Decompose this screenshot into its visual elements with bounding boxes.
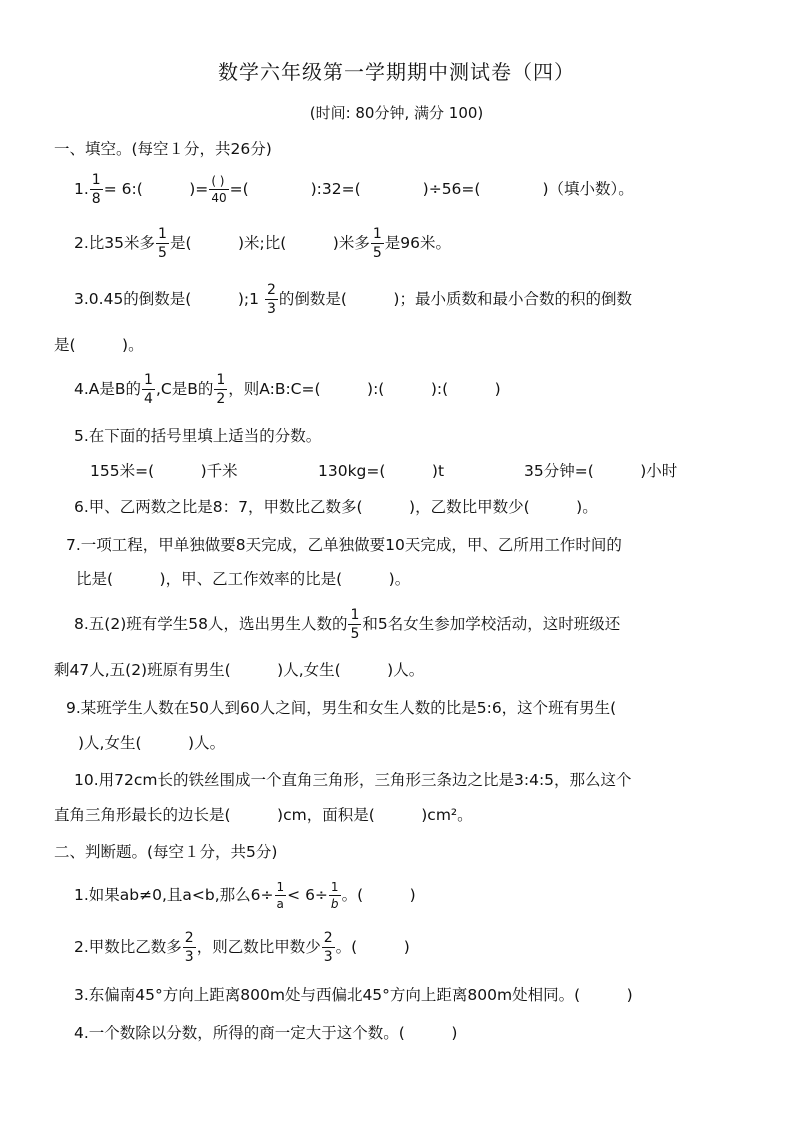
- denominator: 8: [91, 190, 101, 207]
- question-text: 比是( )，甲、乙工作效率的比是( )。: [76, 570, 411, 588]
- denominator: 5: [372, 244, 382, 261]
- numerator: 2: [184, 929, 194, 946]
- question-text: =( ):32=( )÷56=( )（填小数）。: [229, 180, 634, 198]
- fraction-bar: [209, 189, 228, 190]
- question-text: 是96米。: [384, 234, 452, 252]
- question-2-1: [74, 880, 416, 910]
- question-text: < 6÷: [287, 886, 328, 904]
- numerator: 1: [216, 371, 226, 388]
- fraction: [371, 227, 384, 260]
- numerator: ( ): [211, 173, 225, 188]
- question-text: ，则A:B:C=( ):( ):( ): [228, 380, 501, 398]
- question-text: 4.一个数除以分数，所得的商一定大于这个数。( ): [74, 1024, 458, 1042]
- question-1-9: [66, 693, 616, 723]
- numerator: 1: [350, 606, 360, 623]
- blank-item: 155米=( )千米: [90, 462, 238, 480]
- question-1-3-cont: [54, 330, 144, 360]
- fraction-bar: [183, 947, 196, 948]
- fraction: [265, 283, 278, 316]
- question-text: 是( )米;比( )米多: [169, 234, 370, 252]
- question-text: 8.五(2)班有学生58人，选出男生人数的: [74, 615, 348, 633]
- question-text: 和5名女生参加学校活动，这时班级还: [362, 615, 621, 633]
- question-text: 10.用72cm长的铁丝围成一个直角三角形，三角形三条边之比是3:4:5，那么这个: [74, 771, 632, 789]
- question-1-6: [74, 492, 598, 522]
- question-1-7-cont: [76, 564, 410, 594]
- question-text: 是( )。: [54, 336, 144, 354]
- fraction-bar: [214, 389, 227, 390]
- question-text: 6.甲、乙两数之比是8：7，甲数比乙数多( )，乙数比甲数少( )。: [74, 498, 598, 516]
- question-text: 4.A是B的: [74, 380, 142, 398]
- numerator: 2: [266, 281, 276, 298]
- page-title: 数学六年级第一学期期中测试卷（四）: [218, 60, 575, 84]
- question-text: ，则乙数比甲数少: [196, 938, 321, 956]
- question-2-2: [74, 929, 410, 965]
- question-1-10: [74, 765, 632, 795]
- fraction: [329, 881, 341, 910]
- blank-item: 35分钟=( )小时: [524, 462, 678, 480]
- question-text: 3.0.45的倒数是( );: [74, 290, 250, 308]
- question-text: 7.一项工程，甲单独做要8天完成，乙单独做要10天完成，甲、乙所用工作时间的: [66, 536, 622, 554]
- question-text: 1.如果ab≠0,且a<b,那么6÷: [74, 886, 274, 904]
- fraction: [275, 881, 287, 910]
- fraction-bar: [265, 299, 278, 300]
- denominator: 5: [350, 625, 360, 642]
- section2-header: [54, 837, 277, 867]
- section-header-text: 一、填空。(每空１分，共26分): [54, 140, 272, 158]
- denominator: b: [330, 896, 339, 911]
- fraction-bar: [90, 189, 103, 190]
- numerator: 1: [144, 371, 153, 388]
- fraction: [142, 373, 155, 406]
- fraction: [348, 608, 361, 641]
- blank-item: 130kg=( )t: [318, 462, 445, 480]
- question-text: ,C是B的: [155, 380, 214, 398]
- fraction: [209, 175, 228, 204]
- fraction-bar: [322, 947, 335, 948]
- question-1-8: [74, 606, 621, 642]
- question-text: 2.比35米多: [74, 234, 156, 252]
- question-number: 1.: [74, 180, 89, 198]
- question-text: 9.某班学生人数在50人到60人之间，男生和女生人数的比是5:6，这个班有男生(: [66, 699, 617, 717]
- fraction-bar: [142, 389, 155, 390]
- numerator: 1: [91, 171, 101, 188]
- fraction-bar: [371, 243, 384, 244]
- question-text: )人,女生( )人。: [78, 734, 226, 752]
- question-text: 。( ): [335, 938, 410, 956]
- denominator: 3: [266, 300, 276, 317]
- fraction: [156, 227, 169, 260]
- fraction-bar: [275, 895, 287, 896]
- fraction: [214, 373, 227, 406]
- section1-header: [54, 134, 272, 164]
- question-1-2: [74, 225, 452, 261]
- question-1-4: [74, 371, 501, 407]
- fraction-bar: [156, 243, 169, 244]
- fraction-bar: [329, 895, 341, 896]
- whole-part: 1: [249, 289, 259, 308]
- question-1-5: [74, 421, 321, 451]
- question-text: 直角三角形最长的边长是( )cm，面积是( )cm²。: [54, 806, 473, 824]
- numerator: 1: [330, 879, 339, 894]
- numerator: 1: [372, 225, 382, 242]
- denominator: a: [276, 896, 284, 911]
- exam-info: (时间: 80分钟, 满分 100): [309, 104, 484, 122]
- mixed-number: [249, 283, 279, 316]
- numerator: 1: [276, 879, 285, 894]
- question-1-7: [66, 530, 622, 560]
- question-text: 。( ): [341, 886, 416, 904]
- question-1-10-cont: [54, 800, 473, 830]
- fraction: [183, 931, 196, 964]
- question-text: 剩47人,五(2)班原有男生( )人,女生( )人。: [54, 661, 425, 679]
- question-1-3: [74, 281, 632, 317]
- denominator: 3: [184, 948, 194, 965]
- section-header-text: 二、判断题。(每空１分，共5分): [54, 843, 278, 861]
- question-1-9-cont: [78, 728, 225, 758]
- numerator: 1: [158, 225, 167, 242]
- question-2-4: [74, 1018, 457, 1048]
- denominator: 3: [323, 948, 333, 965]
- question-text: 3.东偏南45°方向上距离800m处与西偏北45°方向上距离800m处相同。( ): [74, 986, 633, 1004]
- denominator: 4: [144, 390, 153, 407]
- denominator: 5: [158, 244, 167, 261]
- question-1-1: [74, 171, 634, 207]
- fraction-bar: [348, 624, 361, 625]
- question-text: = 6:( )=: [103, 180, 209, 198]
- denominator: 2: [216, 390, 226, 407]
- numerator: 2: [323, 929, 333, 946]
- question-text: 2.甲数比乙数多: [74, 938, 182, 956]
- question-1-5-items: [90, 456, 677, 486]
- question-1-8-cont: [54, 655, 424, 685]
- question-text: 的倒数是( )；最小质数和最小合数的积的倒数: [278, 290, 632, 308]
- question-text: 5.在下面的括号里填上适当的分数。: [74, 427, 322, 445]
- question-2-3: [74, 980, 633, 1010]
- fraction: [322, 931, 335, 964]
- fraction: [90, 173, 103, 206]
- denominator: 40: [211, 190, 227, 205]
